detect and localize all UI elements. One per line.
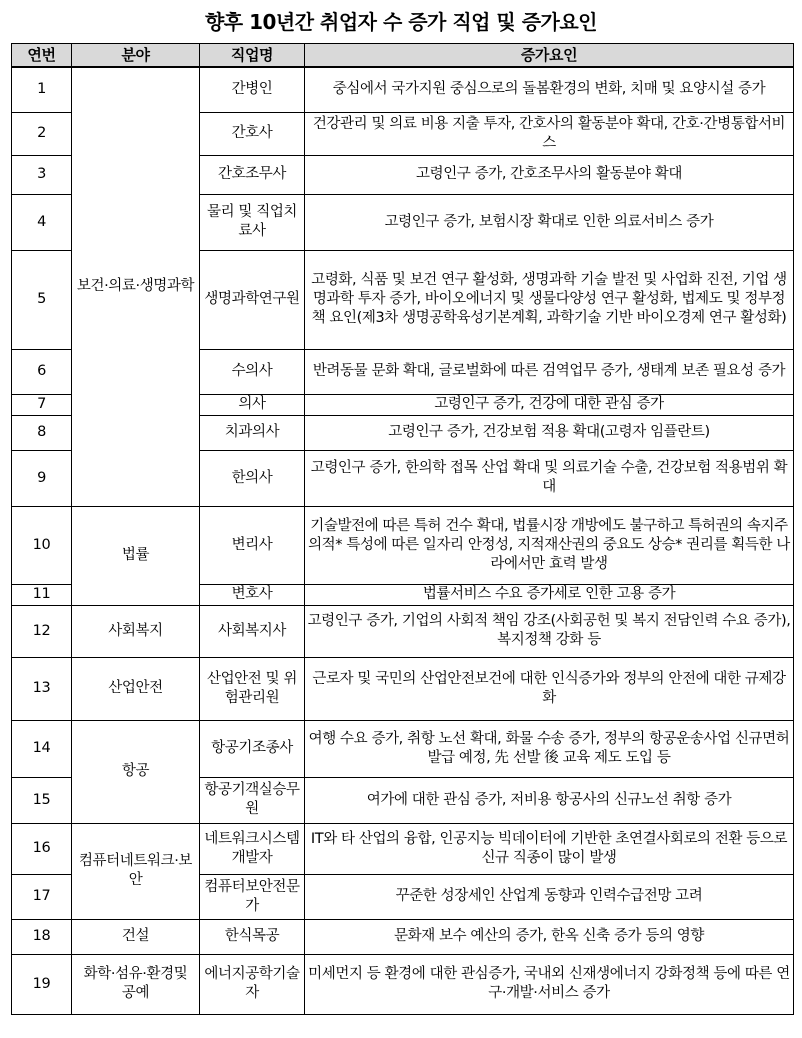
job-cell: 변리사 [200, 506, 305, 584]
row-no: 11 [12, 584, 72, 605]
row-no: 15 [12, 777, 72, 823]
reason-cell: 미세먼지 등 환경에 대한 관심증가, 국내외 신재생에너지 강화정책 등에 따른 연구·개발·서비스 증가 [305, 954, 794, 1014]
job-cell: 의사 [200, 394, 305, 415]
row-no: 5 [12, 250, 72, 349]
job-cell: 항공기조종사 [200, 720, 305, 777]
row-no: 4 [12, 194, 72, 250]
reason-cell: 고령인구 증가, 기업의 사회적 책임 강조(사회공헌 및 복지 전담인력 수요 증가), 복지정책 강화 등 [305, 605, 794, 657]
row-no: 1 [12, 67, 72, 112]
field-cell: 화학·섬유·환경및 공예 [72, 954, 200, 1014]
table-row [12, 506, 794, 584]
field-cell: 컴퓨터네트워크·보안 [72, 823, 200, 919]
table-header-row [12, 44, 794, 68]
table-row [12, 919, 794, 954]
table-row [12, 954, 794, 1014]
job-cell: 간병인 [200, 67, 305, 112]
reason-cell: 고령인구 증가, 건강에 대한 관심 증가 [305, 394, 794, 415]
job-cell: 수의사 [200, 349, 305, 394]
reason-cell: 꾸준한 성장세인 산업계 동향과 인력수급전망 고려 [305, 874, 794, 919]
job-cell: 산업안전 및 위험관리원 [200, 657, 305, 720]
header-reason: 증가요인 [305, 44, 794, 68]
job-cell: 간호사 [200, 112, 305, 155]
field-cell: 법률 [72, 506, 200, 605]
job-cell: 간호조무사 [200, 155, 305, 194]
job-cell: 변호사 [200, 584, 305, 605]
page-title: 향후 10년간 취업자 수 증가 직업 및 증가요인 [204, 10, 597, 34]
field-cell: 보건·의료·생명과학 [72, 67, 200, 506]
reason-cell: 문화재 보수 예산의 증가, 한옥 신축 증가 등의 영향 [305, 919, 794, 954]
field-cell: 사회복지 [72, 605, 200, 657]
row-no: 13 [12, 657, 72, 720]
job-growth-table [11, 43, 794, 1015]
reason-cell: 고령인구 증가, 건강보험 적용 확대(고령자 임플란트) [305, 415, 794, 450]
job-cell: 치과의사 [200, 415, 305, 450]
row-no: 10 [12, 506, 72, 584]
row-no: 14 [12, 720, 72, 777]
table-row [12, 720, 794, 777]
field-cell: 건설 [72, 919, 200, 954]
reason-cell: 근로자 및 국민의 산업안전보건에 대한 인식증가와 정부의 안전에 대한 규제강화 [305, 657, 794, 720]
field-cell: 항공 [72, 720, 200, 823]
row-no: 6 [12, 349, 72, 394]
reason-cell: IT와 타 산업의 융합, 인공지능 빅데이터에 기반한 초연결사회로의 전환 등으로 신규 직종이 많이 발생 [305, 823, 794, 874]
job-cell: 생명과학연구원 [200, 250, 305, 349]
job-cell: 물리 및 직업치료사 [200, 194, 305, 250]
reason-cell: 중심에서 국가지원 중심으로의 돌봄환경의 변화, 치매 및 요양시설 증가 [305, 67, 794, 112]
row-no: 18 [12, 919, 72, 954]
reason-cell: 기술발전에 따른 특허 건수 확대, 법률시장 개방에도 불구하고 특허권의 속지주의적* 특성에 따른 일자리 안정성, 지적재산권의 중요도 상승* 권리를 획득한 나라에서만 효력 발생 [305, 506, 794, 584]
table-row [12, 823, 794, 874]
job-cell: 한의사 [200, 450, 305, 506]
row-no: 12 [12, 605, 72, 657]
row-no: 7 [12, 394, 72, 415]
header-job: 직업명 [200, 44, 305, 68]
table-row [12, 657, 794, 720]
reason-cell: 반려동물 문화 확대, 글로벌화에 따른 검역업무 증가, 생태계 보존 필요성 증가 [305, 349, 794, 394]
job-cell: 사회복지사 [200, 605, 305, 657]
row-no: 19 [12, 954, 72, 1014]
job-cell: 항공기객실승무원 [200, 777, 305, 823]
header-no: 연번 [12, 44, 72, 68]
row-no: 9 [12, 450, 72, 506]
reason-cell: 고령인구 증가, 한의학 접목 산업 확대 및 의료기술 수출, 건강보험 적용범위 확대 [305, 450, 794, 506]
job-cell: 한식목공 [200, 919, 305, 954]
table-row [12, 67, 794, 112]
reason-cell: 건강관리 및 의료 비용 지출 투자, 간호사의 활동분야 확대, 간호·간병통합서비스 [305, 112, 794, 155]
reason-cell: 고령인구 증가, 보험시장 확대로 인한 의료서비스 증가 [305, 194, 794, 250]
row-no: 8 [12, 415, 72, 450]
reason-cell: 법률서비스 수요 증가세로 인한 고용 증가 [305, 584, 794, 605]
job-cell: 컴퓨터보안전문가 [200, 874, 305, 919]
row-no: 17 [12, 874, 72, 919]
reason-cell: 여가에 대한 관심 증가, 저비용 항공사의 신규노선 취항 증가 [305, 777, 794, 823]
row-no: 2 [12, 112, 72, 155]
row-no: 16 [12, 823, 72, 874]
field-cell: 산업안전 [72, 657, 200, 720]
table-row [12, 605, 794, 657]
row-no: 3 [12, 155, 72, 194]
reason-cell: 고령인구 증가, 간호조무사의 활동분야 확대 [305, 155, 794, 194]
header-field: 분야 [72, 44, 200, 68]
reason-cell: 여행 수요 증가, 취항 노선 확대, 화물 수송 증가, 정부의 항공운송사업 신규면허 발급 예정, 先 선발 後 교육 제도 도입 등 [305, 720, 794, 777]
job-cell: 에너지공학기술자 [200, 954, 305, 1014]
reason-cell: 고령화, 식품 및 보건 연구 활성화, 생명과학 기술 발전 및 사업화 진전, 기업 생명과학 투자 증가, 바이오에너지 및 생물다양성 연구 활성화, 법제도 및 정부정책 요인(제3차 생명공학육성기본계획, 과학기술 기반 바이오경제 연구 활성화) [305, 250, 794, 349]
job-cell: 네트워크시스템개발자 [200, 823, 305, 874]
